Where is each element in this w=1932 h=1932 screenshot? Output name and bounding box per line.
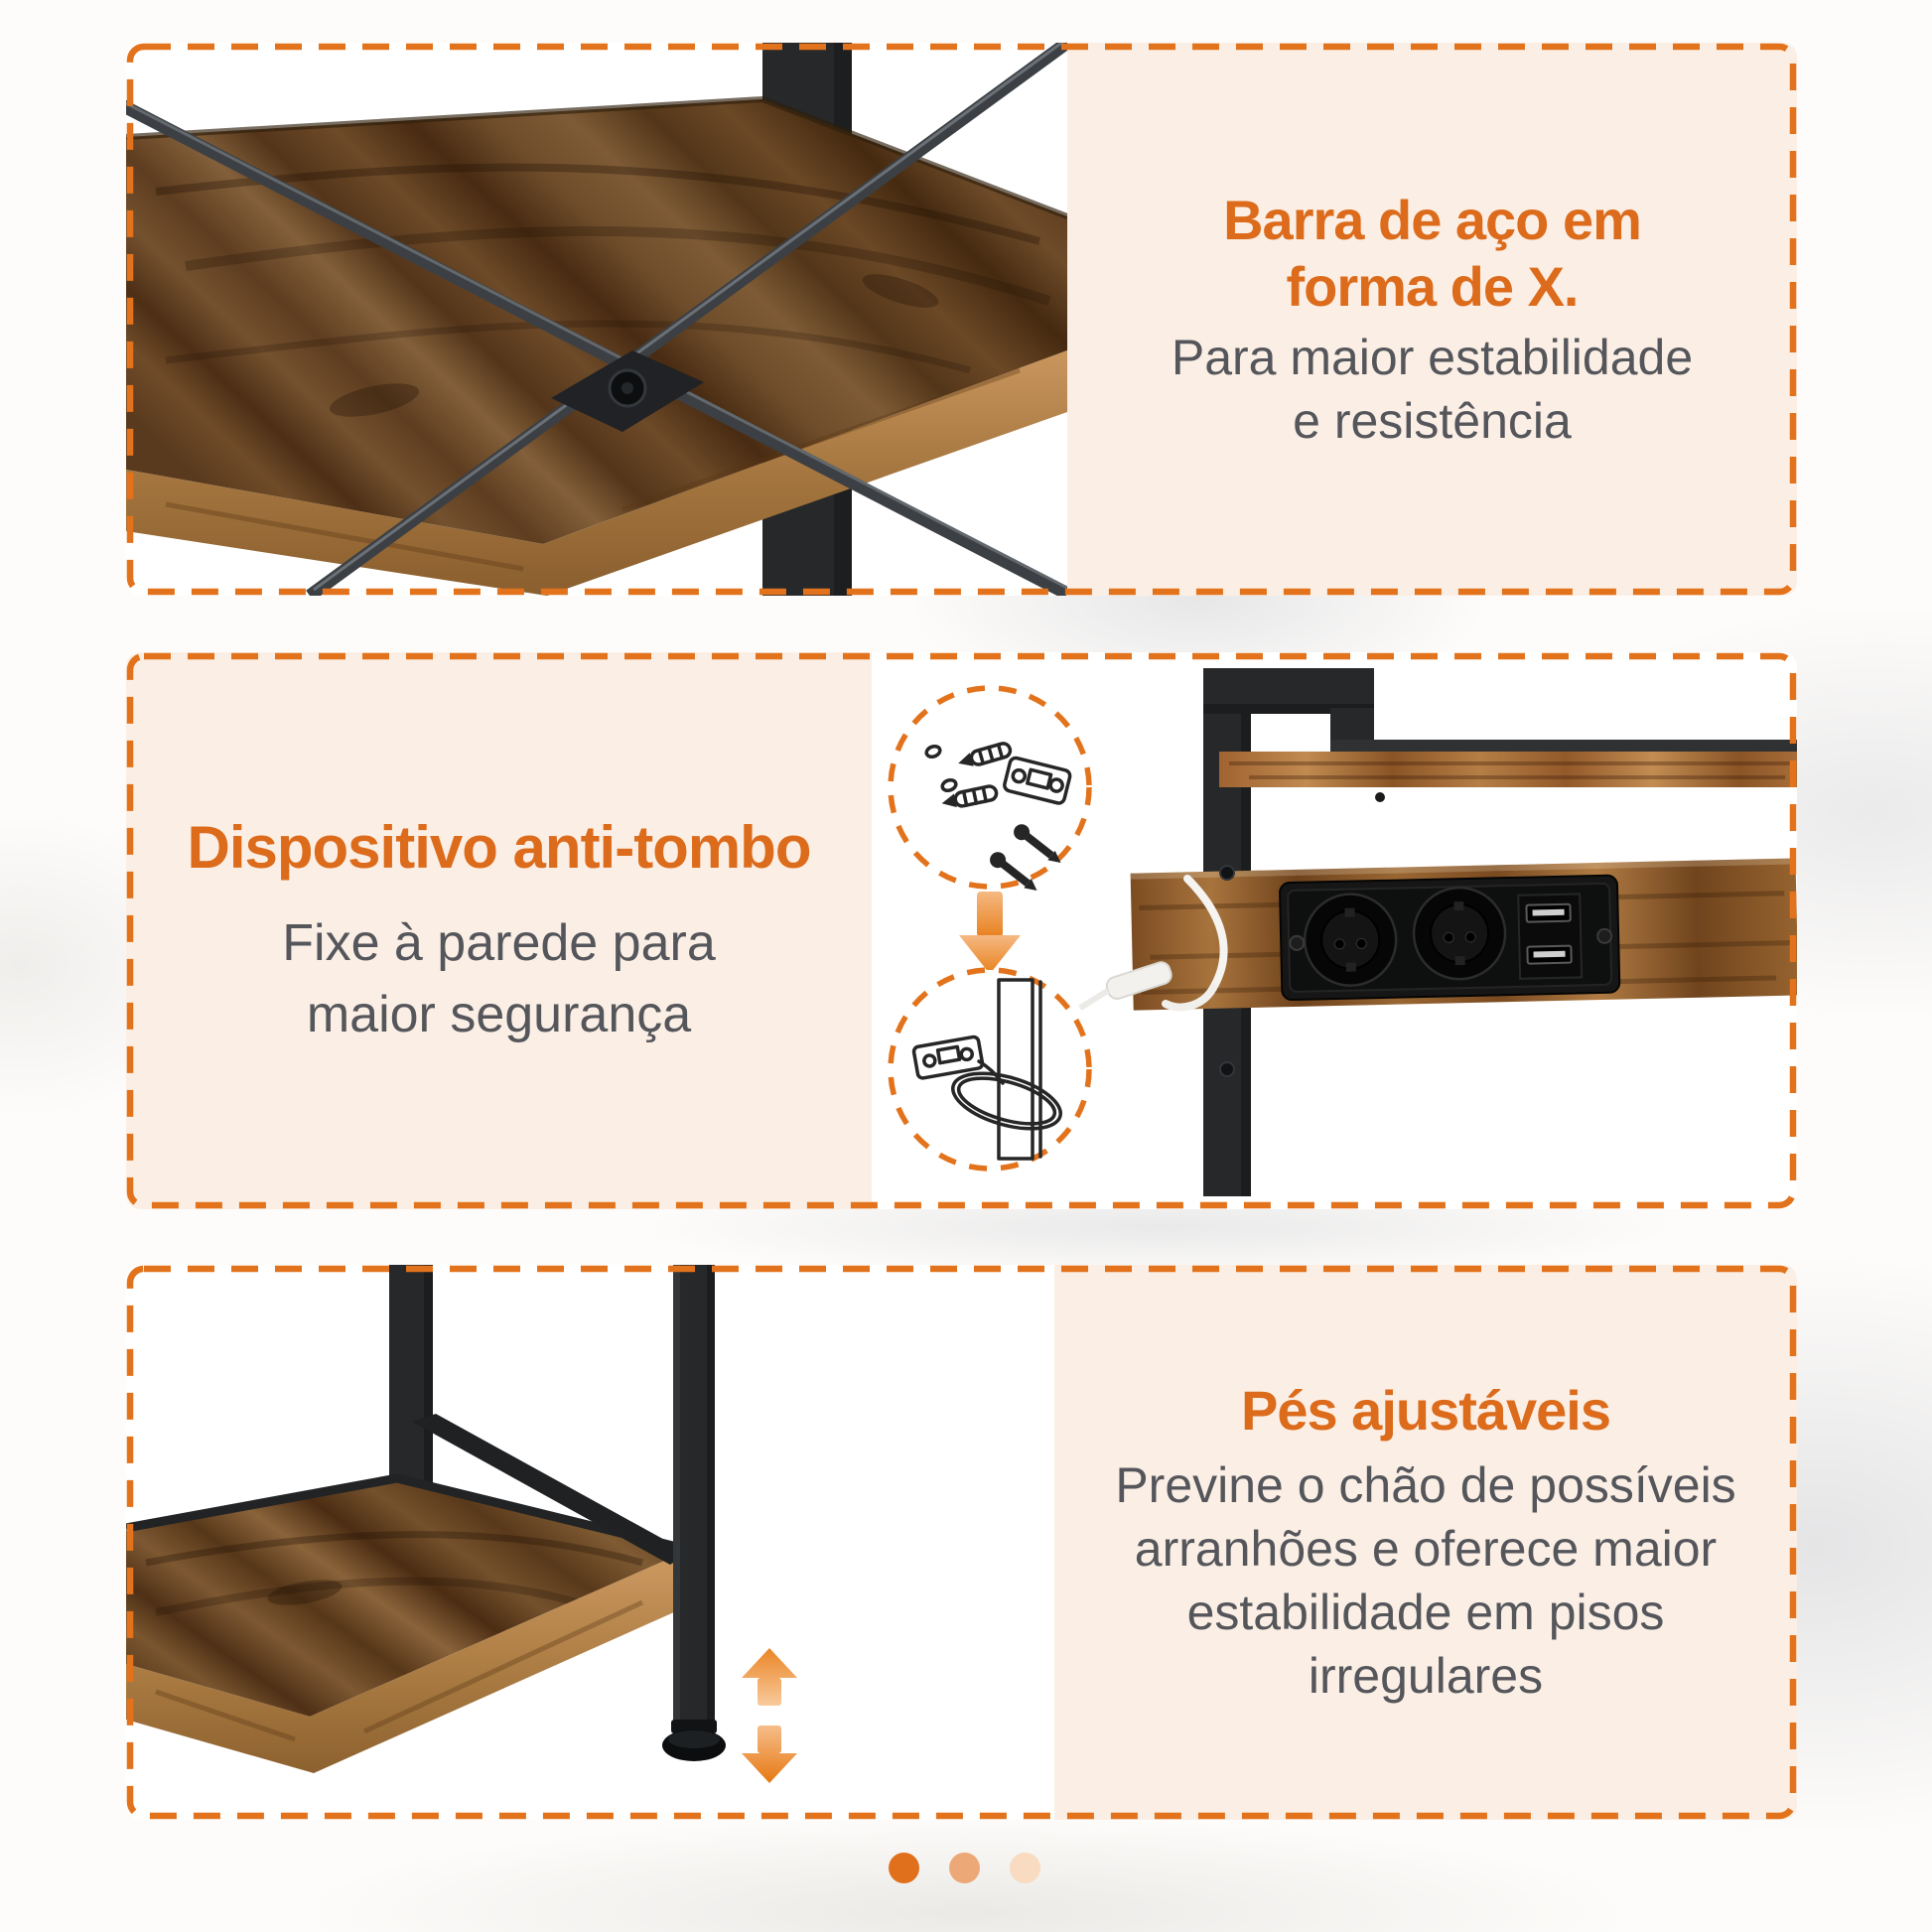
carousel-dot-3[interactable]: [1010, 1853, 1040, 1883]
panel-heading: Barra de aço em forma de X.: [1223, 188, 1641, 318]
socket-icon: [1304, 894, 1397, 987]
x-steel-brace-photo: [126, 43, 1067, 596]
carousel-dot-1[interactable]: [889, 1853, 919, 1883]
right-leg: [673, 1265, 715, 1720]
power-strip: [1280, 876, 1620, 1001]
anti-tip-strap-on-post-icon: [891, 970, 1089, 1169]
x-steel-brace-illustration: [126, 43, 1067, 596]
panel-anti-tip-device: [126, 652, 1797, 1209]
wall-anchor-kit-icon: [891, 688, 1089, 897]
adjustable-foot-photo: [126, 1265, 1054, 1820]
anti-tip-illustration: [872, 652, 1797, 1209]
panel-body: Previne o chão de possíveis arranhões e oferece maior estabilidade em pisos irregulares: [1115, 1457, 1736, 1704]
usb-ports-icon: [1518, 894, 1582, 978]
panel-text-anti-tip: [126, 652, 872, 1209]
panel-body: Para maior estabilidade e resistência: [1171, 329, 1694, 449]
panel-body: Fixe à parede para maior segurança: [282, 913, 716, 1043]
panel-heading: Pés ajustáveis: [1240, 1379, 1611, 1442]
outlet-board: [1131, 858, 1797, 1010]
panel-adjustable-feet: [126, 1265, 1797, 1820]
socket-icon: [1413, 887, 1506, 980]
up-down-arrows-icon: [742, 1648, 797, 1783]
carousel-dots: [889, 1853, 1040, 1883]
panel-text-steel-x-bar: [1067, 43, 1797, 596]
carousel-dot-2[interactable]: [949, 1853, 980, 1883]
shelf-power-outlets-photo: [1074, 668, 1797, 1196]
adjustable-foot: [662, 1720, 726, 1761]
panel-steel-x-bar: [126, 43, 1797, 596]
adjustable-foot-illustration: [126, 1265, 1054, 1820]
panel-heading: Dispositivo anti-tombo: [187, 813, 811, 881]
panel-text-adjustable-feet: [1054, 1265, 1797, 1820]
anti-tip-photo: [872, 652, 1797, 1209]
down-arrow-icon: [959, 892, 1021, 974]
